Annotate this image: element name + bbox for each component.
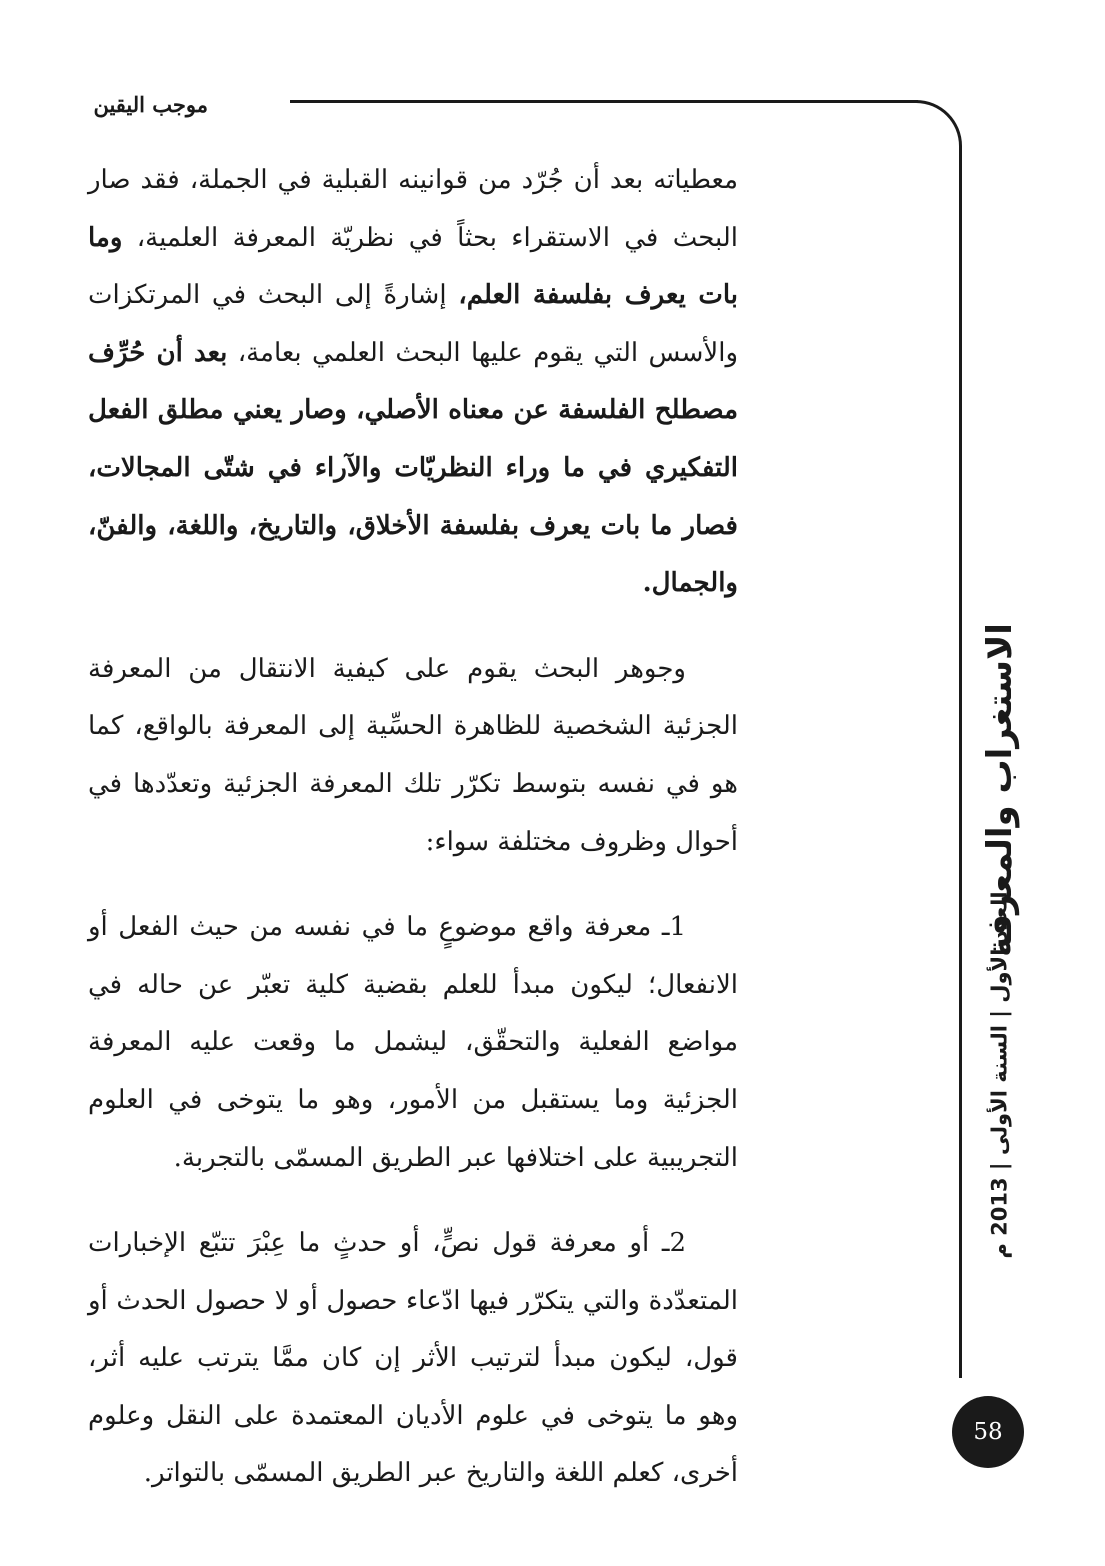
issue-info: العدد الأول | السنة الأولى | 2013 م (988, 891, 1013, 1259)
paragraph-4 (88, 1215, 738, 1503)
journal-logo (972, 623, 1028, 957)
paragraph-4-segment: 2ـ أو معرفة قول نصٍّ، أو حدثٍ ما عِبْرَ تتبّع الإخبارات المتعدّدة والتي يتكرّر فيها ادّعاء حصول أو لا حصول الحدث أو قول، ليكون مبدأ لترتيب الأثر إن كان ممَّا يترتب عليه أثر، وهو ما يتوخى في علوم الأديان المعتمدة على النقل وعلوم أخرى، كعلم اللغة والتاريخ عبر الطريق المسمّى بالتواتر. (88, 1228, 738, 1489)
paragraph-1-bold-segment: بعد أن حُرِّف مصطلح الفلسفة عن معناه الأصلي، وصار يعني مطلق الفعل التفكيري في ما وراء النظريّات والآراء في شتّى المجالات، فصار ما بات يعرف بفلسفة الأخلاق، والتاريخ، واللغة، والفنّ، والجمال. (88, 337, 738, 599)
paragraph-3 (88, 899, 738, 1187)
body-text (88, 152, 738, 1503)
running-header: موجب اليقين (93, 92, 208, 117)
header-rule (290, 100, 918, 103)
frame-corner (888, 100, 962, 180)
page-number-badge (952, 1396, 1024, 1468)
paragraph-1-bold-segment: وما بات يعرف بفلسفة العلم، (88, 222, 738, 311)
paragraph-3-segment: 1ـ معرفة واقع موضوعٍ ما في نفسه من حيث الفعل أو الانفعال؛ ليكون مبدأ للعلم بقضية كلية تعبّر عن حاله في مواضع الفعلية والتحقّق، ليشمل ما وقعت عليه المعرفة الجزئية وما يستقبل من الأمور، وهو ما يتوخى في العلوم التجريبية على اختلافها عبر الطريق المسمّى بالتجربة. (88, 912, 738, 1173)
page-number: 58 (973, 1419, 1003, 1445)
paragraph-2-segment: وجوهر البحث يقوم على كيفية الانتقال من المعرفة الجزئية الشخصية للظاهرة الحسِّية إلى المعرفة بالواقع، كما هو في نفسه بتوسط تكرّر تلك المعرفة الجزئية وتعدّدها في أحوال وظروف مختلفة سواء: (88, 653, 738, 857)
paragraph-1-segment: إشارةً إلى البحث في المرتكزات والأسس التي يقوم عليها البحث العلمي بعامة، (88, 280, 739, 368)
journal-title: الاستغراب والمعرفة (980, 623, 1021, 957)
paragraph-1-segment: معطياته بعد أن جُرّد من قوانينه القبلية في الجملة، فقد صار البحث في الاستقراء بحثاً في نظريّة المعرفة العلمية، (88, 165, 738, 253)
paragraph-1 (88, 152, 738, 613)
issue-info-block (940, 891, 1060, 1259)
paragraph-2 (88, 641, 738, 871)
